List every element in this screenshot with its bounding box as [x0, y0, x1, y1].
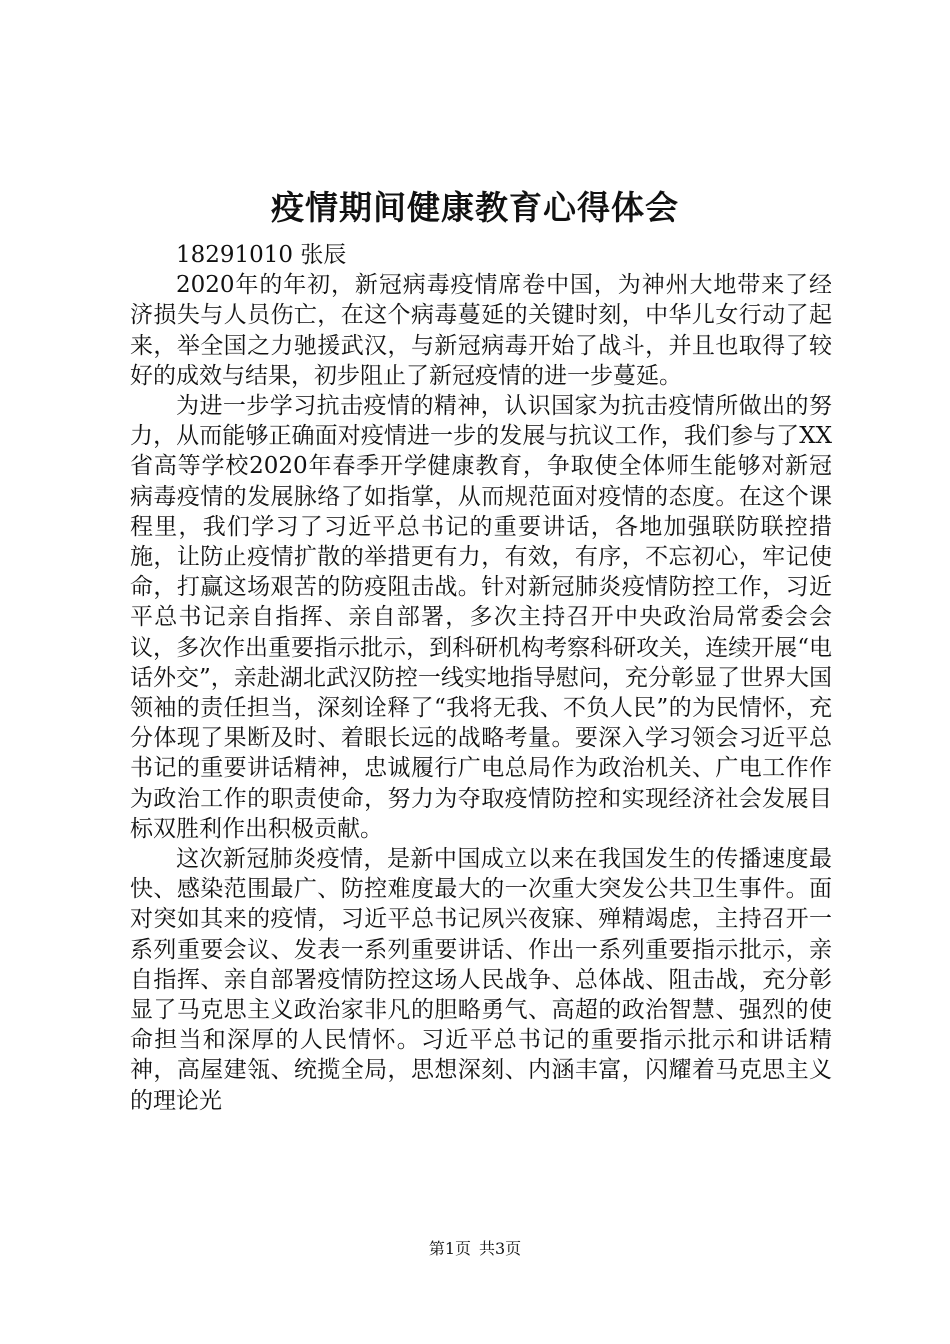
page-total: 共3页	[479, 1239, 522, 1258]
paragraph-2: 为进一步学习抗击疫情的精神，认识国家为抗击疫情所做出的努力，从而能够正确面对疫情进一步的发展与抗议工作，我们参与了XX省高等学校2020年春季开学健康教育，争取使全体师生能够对新冠病毒疫情的发展脉络了如指掌，从而规范面对疫情的态度。在这个课程里，我们学习了习近平总书记的重要讲话，各地加强联防联控措施，让防止疫情扩散的举措更有力，有效，有序，不忘初心，牢记使命，打赢这场艰苦的防疫阻击战。针对新冠肺炎疫情防控工作，习近平总书记亲自指挥、亲自部署，多次主持召开中央政治局常委会会议，多次作出重要指示批示，到科研机构考察科研攻关，连续开展“电话外交”，亲赴湖北武汉防控一线实地指导慰问，充分彰显了世界大国领袖的责任担当，深刻诠释了“我将无我、不负人民”的为民情怀，充分体现了果断及时、着眼长远的战略考量。要深入学习领会习近平总书记的重要讲话精神，忠诚履行广电总局作为政治机关、广电工作作为政治工作的职责使命，努力为夺取疫情防控和实现经济社会发展目标双胜利作出积极贡献。	[130, 393, 832, 842]
page-footer	[0, 1238, 950, 1260]
document-body	[130, 240, 832, 1116]
author-line: 18291010 张辰	[176, 242, 347, 268]
paragraph-3: 这次新冠肺炎疫情，是新中国成立以来在我国发生的传播速度最快、感染范围最广、防控难度最大的一次重大突发公共卫生事件。面对突如其来的疫情，习近平总书记夙兴夜寐、殚精竭虑，主持召开一系列重要会议、发表一系列重要讲话、作出一系列重要指示批示，亲自指挥、亲自部署疫情防控这场人民战争、总体战、阻击战，充分彰显了马克思主义政治家非凡的胆略勇气、高超的政治智慧、强烈的使命担当和深厚的人民情怀。习近平总书记的重要指示批示和讲话精神，高屋建瓴、统揽全局，思想深刻、内涵丰富，闪耀着马克思主义的理论光	[130, 846, 832, 1114]
page-number: 第1页	[428, 1239, 471, 1258]
document-title: 疫情期间健康教育心得体会	[271, 188, 679, 227]
paragraph-1: 2020年的年初，新冠病毒疫情席卷中国，为神州大地带来了经济损失与人员伤亡，在这个病毒蔓延的关键时刻，中华儿女行动了起来，举全国之力驰援武汉，与新冠病毒开始了战斗，并且也取得了较好的成效与结果，初步阻止了新冠疫情的进一步蔓延。	[130, 272, 832, 389]
